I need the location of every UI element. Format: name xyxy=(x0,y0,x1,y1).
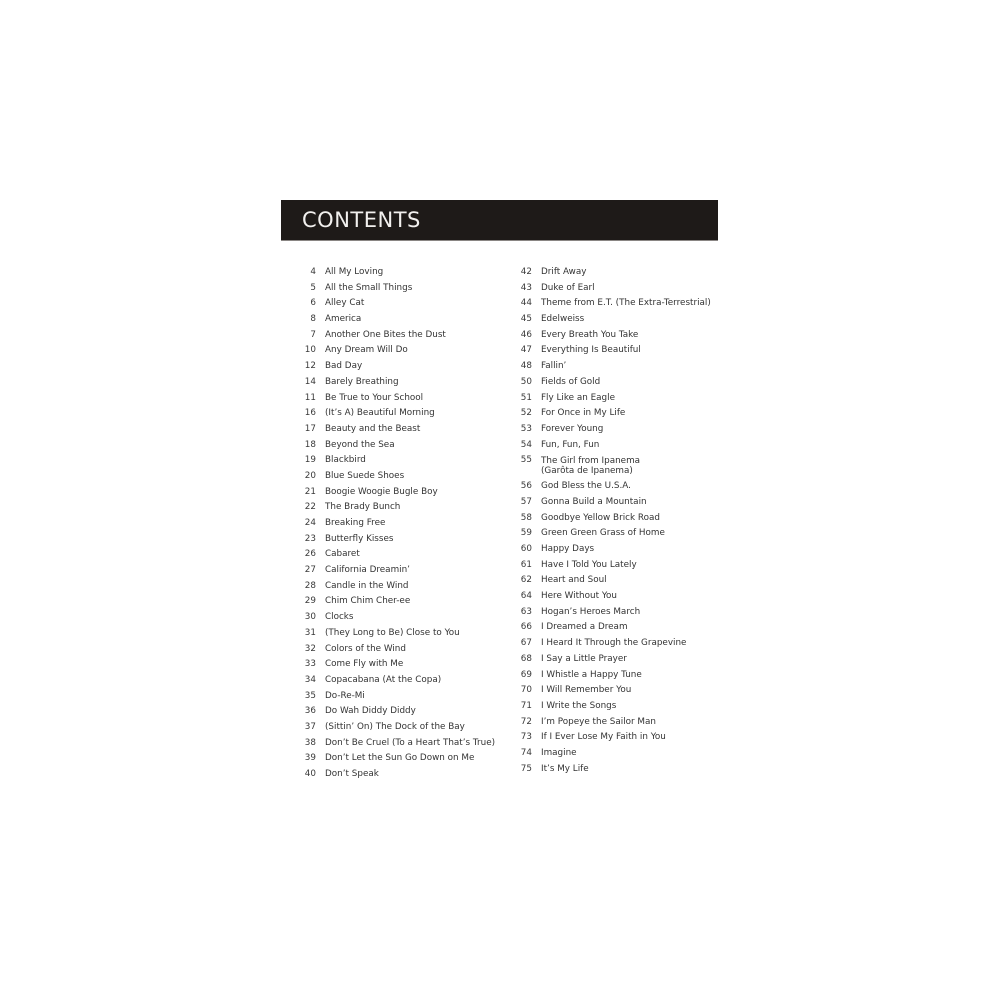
toc-page-number: 21 xyxy=(304,486,316,497)
toc-song-title: I Write the Songs xyxy=(541,700,617,711)
toc-song-title: Heart and Soul xyxy=(541,575,607,586)
toc-page-number: 4 xyxy=(310,267,316,277)
toc-song-title: I Will Remember You xyxy=(541,685,632,696)
toc-song-title: Fly Like an Eagle xyxy=(541,392,615,403)
toc-song-title: Beauty and the Beast xyxy=(325,423,421,434)
toc-page-number: 56 xyxy=(520,481,532,492)
toc-page-number: 19 xyxy=(304,455,316,466)
toc-song-title: Chim Chim Cher-ee xyxy=(325,596,411,607)
toc-song-title: The Girl from Ipanema xyxy=(541,455,641,466)
toc-entry xyxy=(296,657,496,673)
toc-page-number: 30 xyxy=(304,612,316,623)
toc-entry xyxy=(296,281,496,297)
toc-song-title: Everything Is Beautiful xyxy=(541,345,641,356)
toc-entry xyxy=(296,673,496,689)
toc-song-title: Imagine xyxy=(541,747,577,758)
toc-entry xyxy=(512,542,712,558)
toc-entry xyxy=(512,312,712,328)
toc-song-title: Candle in the Wind xyxy=(325,580,409,591)
toc-page-number: 29 xyxy=(304,596,316,607)
toc-entry xyxy=(512,589,712,605)
toc-song-title: (It’s A) Beautiful Morning xyxy=(325,408,435,419)
toc-entry xyxy=(512,375,712,391)
toc-entry xyxy=(296,767,496,783)
toc-page-number: 58 xyxy=(520,512,532,523)
toc-page-number: 64 xyxy=(520,591,532,602)
toc-entry xyxy=(296,720,496,736)
toc-song-title: Goodbye Yellow Brick Road xyxy=(541,512,660,523)
toc-page-number: 24 xyxy=(304,518,316,528)
toc-page-number: 50 xyxy=(520,376,532,387)
toc-page-number: 75 xyxy=(520,763,532,774)
toc-entry xyxy=(296,500,496,516)
toc-song-title: Hogan’s Heroes March xyxy=(541,606,641,617)
toc-song-title: Bad Day xyxy=(325,361,363,372)
contents-right-column xyxy=(512,265,712,777)
toc-page-number: 71 xyxy=(520,700,532,711)
toc-page-number: 17 xyxy=(304,423,316,434)
toc-page-number: 7 xyxy=(310,329,316,340)
toc-entry xyxy=(512,636,712,652)
toc-page-number: 11 xyxy=(304,392,316,403)
toc-entry xyxy=(512,281,712,297)
toc-page-number: 46 xyxy=(520,329,532,340)
toc-entry xyxy=(296,642,496,658)
toc-song-title: For Once in My Life xyxy=(541,408,626,419)
toc-entry xyxy=(296,469,496,485)
toc-entry xyxy=(512,359,712,375)
toc-entry xyxy=(512,495,712,511)
toc-page-number: 68 xyxy=(520,653,532,664)
toc-song-title: Barely Breathing xyxy=(325,376,399,387)
toc-page-number: 40 xyxy=(304,769,316,779)
toc-page-number: 45 xyxy=(520,314,532,325)
toc-song-title: Clocks xyxy=(325,612,354,623)
toc-song-title: Come Fly with Me xyxy=(325,659,404,670)
toc-song-title: Fallin’ xyxy=(541,361,567,372)
toc-entry xyxy=(512,511,712,527)
toc-song-title: I Heard It Through the Grapevine xyxy=(541,638,687,649)
toc-song-title: Blackbird xyxy=(325,455,366,466)
toc-page-number: 42 xyxy=(520,267,532,277)
toc-entry xyxy=(512,652,712,668)
toc-song-title: Alley Cat xyxy=(325,298,365,309)
toc-entry xyxy=(296,610,496,626)
toc-song-title: California Dreamin’ xyxy=(325,565,410,576)
toc-song-title: Butterfly Kisses xyxy=(325,533,394,544)
toc-song-subtitle: (Garôta de Ipanema) xyxy=(541,466,633,477)
toc-page-number: 57 xyxy=(520,496,532,507)
toc-entry xyxy=(296,704,496,720)
toc-song-title: Don’t Let the Sun Go Down on Me xyxy=(325,753,475,764)
toc-entry xyxy=(512,328,712,344)
toc-entry xyxy=(296,438,496,454)
toc-song-title: Here Without You xyxy=(541,591,617,602)
toc-page-number: 69 xyxy=(520,669,532,680)
toc-page-number: 5 xyxy=(310,282,316,293)
toc-page-number: 8 xyxy=(310,314,316,325)
toc-page-number: 70 xyxy=(520,685,532,696)
toc-song-title: (Sittin’ On) The Dock of the Bay xyxy=(325,721,465,732)
toc-song-title: Don’t Be Cruel (To a Heart That’s True) xyxy=(325,737,496,748)
toc-entry xyxy=(512,422,712,438)
toc-entry xyxy=(512,715,712,731)
toc-entry xyxy=(512,438,712,454)
toc-entry xyxy=(512,605,712,621)
toc-song-title: Duke of Earl xyxy=(541,282,595,293)
toc-page-number: 39 xyxy=(304,753,316,764)
toc-entry xyxy=(296,422,496,438)
toc-song-title: Gonna Build a Mountain xyxy=(541,496,647,507)
toc-page-number: 32 xyxy=(304,643,316,654)
toc-song-title: Fun, Fun, Fun xyxy=(541,439,600,450)
toc-entry xyxy=(296,359,496,375)
toc-entry xyxy=(512,573,712,589)
toc-entry xyxy=(512,558,712,574)
toc-song-title: Do Wah Diddy Diddy xyxy=(325,706,416,717)
toc-page-number: 26 xyxy=(304,549,316,560)
toc-entry xyxy=(296,516,496,532)
toc-entry xyxy=(512,296,712,312)
contents-header-bar xyxy=(281,200,718,241)
toc-song-title: Blue Suede Shoes xyxy=(325,470,405,481)
toc-page-number: 61 xyxy=(520,559,532,570)
toc-page-number: 54 xyxy=(520,439,532,450)
toc-page-number: 51 xyxy=(520,392,532,403)
toc-entry xyxy=(296,265,496,281)
toc-entry xyxy=(296,296,496,312)
toc-page-number: 35 xyxy=(304,690,316,701)
toc-song-title: It’s My Life xyxy=(541,763,589,774)
toc-page-number: 67 xyxy=(520,638,532,649)
toc-entry xyxy=(296,689,496,705)
toc-song-title: Edelweiss xyxy=(541,314,585,325)
toc-page-number: 43 xyxy=(520,282,532,293)
toc-entry xyxy=(296,751,496,767)
toc-entry xyxy=(512,343,712,359)
toc-entry xyxy=(512,699,712,715)
toc-song-title-wrapped xyxy=(541,453,640,477)
toc-page-number: 52 xyxy=(520,408,532,419)
toc-entry xyxy=(512,730,712,746)
toc-page-number: 23 xyxy=(304,533,316,544)
toc-song-title: Drift Away xyxy=(541,267,587,277)
toc-entry xyxy=(296,391,496,407)
toc-page-number: 73 xyxy=(520,732,532,743)
toc-entry xyxy=(512,265,712,281)
toc-entry xyxy=(296,453,496,469)
toc-page-number: 72 xyxy=(520,716,532,727)
toc-song-title: Happy Days xyxy=(541,544,595,554)
toc-song-title: Fields of Gold xyxy=(541,376,601,387)
toc-song-title: Colors of the Wind xyxy=(325,643,406,654)
toc-page-number: 55 xyxy=(520,455,532,466)
toc-song-title: Any Dream Will Do xyxy=(325,345,408,356)
toc-song-title: Cabaret xyxy=(325,549,360,560)
toc-song-title: Theme from E.T. (The Extra-Terrestrial) xyxy=(541,298,711,309)
toc-entry xyxy=(512,479,712,495)
toc-page-number: 34 xyxy=(304,674,316,685)
toc-song-title: Forever Young xyxy=(541,423,604,434)
toc-entry xyxy=(296,532,496,548)
toc-page-number: 28 xyxy=(304,580,316,591)
toc-page-number: 18 xyxy=(304,439,316,450)
toc-song-title: Don’t Speak xyxy=(325,769,379,779)
toc-entry xyxy=(296,594,496,610)
contents-left-column xyxy=(296,265,496,783)
toc-song-title: God Bless the U.S.A. xyxy=(541,481,631,492)
toc-page-number: 62 xyxy=(520,575,532,586)
toc-entry xyxy=(296,579,496,595)
toc-song-title: Have I Told You Lately xyxy=(541,559,637,570)
toc-song-title: I’m Popeye the Sailor Man xyxy=(541,716,656,727)
toc-song-title: All My Loving xyxy=(325,267,384,277)
toc-page-number: 66 xyxy=(520,622,532,633)
toc-entry xyxy=(296,343,496,359)
toc-entry xyxy=(512,668,712,684)
toc-song-title: I Whistle a Happy Tune xyxy=(541,669,642,680)
toc-song-title: Green Green Grass of Home xyxy=(541,528,665,539)
toc-page-number: 36 xyxy=(304,706,316,717)
toc-song-title: Another One Bites the Dust xyxy=(325,329,446,340)
toc-page-number: 14 xyxy=(304,376,316,387)
toc-page-number: 6 xyxy=(310,298,316,309)
toc-page-number: 16 xyxy=(304,408,316,419)
toc-song-title: I Dreamed a Dream xyxy=(541,622,628,633)
toc-entry xyxy=(296,736,496,752)
toc-entry xyxy=(512,526,712,542)
toc-page-number: 12 xyxy=(304,361,316,372)
toc-song-title: America xyxy=(325,314,362,325)
toc-entry xyxy=(296,485,496,501)
toc-page-number: 27 xyxy=(304,565,316,576)
toc-entry xyxy=(296,406,496,422)
toc-song-title: The Brady Bunch xyxy=(325,502,401,513)
toc-page-number: 47 xyxy=(520,345,532,356)
toc-entry xyxy=(512,453,712,479)
toc-song-title: Be True to Your School xyxy=(325,392,424,403)
toc-song-title: Beyond the Sea xyxy=(325,439,395,450)
toc-entry xyxy=(512,683,712,699)
toc-page-number: 53 xyxy=(520,423,532,434)
toc-page-number: 37 xyxy=(304,721,316,732)
toc-page-number: 59 xyxy=(520,528,532,539)
toc-song-title: Boogie Woogie Bugle Boy xyxy=(325,486,438,497)
toc-song-title: If I Ever Lose My Faith in You xyxy=(541,732,666,743)
toc-page-number: 22 xyxy=(304,502,316,513)
toc-entry xyxy=(512,620,712,636)
page-title: CONTENTS xyxy=(302,208,421,232)
toc-page-number: 31 xyxy=(304,627,316,638)
toc-page-number: 74 xyxy=(520,747,532,758)
toc-page-number: 38 xyxy=(304,737,316,748)
toc-song-title: Breaking Free xyxy=(325,518,386,528)
toc-page-number: 48 xyxy=(520,361,532,372)
toc-page-number: 63 xyxy=(520,606,532,617)
toc-song-title: Every Breath You Take xyxy=(541,329,639,340)
toc-entry xyxy=(296,626,496,642)
toc-entry xyxy=(296,328,496,344)
toc-entry xyxy=(512,391,712,407)
toc-song-title: (They Long to Be) Close to You xyxy=(325,627,460,638)
toc-entry xyxy=(296,547,496,563)
toc-entry xyxy=(512,406,712,422)
toc-song-title: I Say a Little Prayer xyxy=(541,653,627,664)
toc-entry xyxy=(512,762,712,778)
toc-entry xyxy=(296,563,496,579)
toc-entry xyxy=(296,375,496,391)
toc-page-number: 33 xyxy=(304,659,316,670)
toc-entry xyxy=(296,312,496,328)
toc-page-number: 20 xyxy=(304,470,316,481)
toc-entry xyxy=(512,746,712,762)
toc-page-number: 44 xyxy=(520,298,532,309)
toc-song-title: Do-Re-Mi xyxy=(325,690,365,701)
toc-page-number: 10 xyxy=(304,345,316,356)
toc-song-title: All the Small Things xyxy=(325,282,413,293)
toc-page-number: 60 xyxy=(520,544,532,554)
toc-song-title: Copacabana (At the Copa) xyxy=(325,674,442,685)
